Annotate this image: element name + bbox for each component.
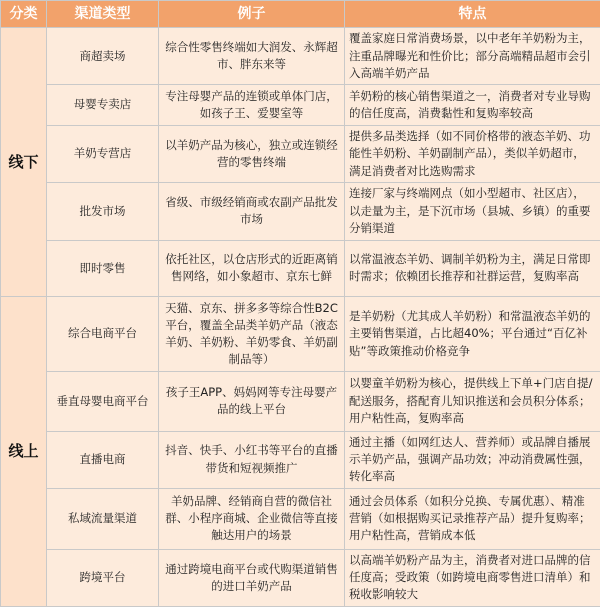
channel-feature: 提供多品类选择（如不同价格带的液态羊奶、功能性羊奶粉、羊奶副制产品），类似羊奶超市，满足消费者对比选购需求	[345, 125, 600, 182]
table-header-row	[1, 1, 600, 28]
channel-name: 私域流量渠道	[47, 488, 159, 549]
channel-feature: 羊奶粉的核心销售渠道之一，消费者对专业导购的信任度高，消费黏性和复购率较高	[345, 85, 600, 125]
header-feature: 特点	[345, 1, 600, 28]
channel-name: 垂直母婴电商平台	[47, 371, 159, 431]
table-row	[1, 297, 600, 372]
table-row	[1, 125, 600, 182]
table-row	[1, 431, 600, 488]
table-row	[1, 85, 600, 125]
channel-name: 直播电商	[47, 431, 159, 488]
channel-feature: 通过会员体系（如积分兑换、专属优惠）、精准营销（如根据购买记录推荐产品）提升复购率；用户粘性高，营销成本低	[345, 488, 600, 549]
table-row	[1, 549, 600, 606]
table-row	[1, 28, 600, 85]
channel-name: 母婴专卖店	[47, 85, 159, 125]
channel-feature: 连接厂家与终端网点（如小型超市、社区店），以走量为主，是下沉市场（县城、乡镇）的重要分销渠道	[345, 183, 600, 240]
channel-name: 综合电商平台	[47, 297, 159, 372]
category-offline: 线下	[1, 28, 47, 297]
channel-example: 专注母婴产品的连锁或单体门店，如孩子王、爱婴室等	[159, 85, 345, 125]
table-row	[1, 183, 600, 240]
header-example: 例子	[159, 1, 345, 28]
channel-name: 羊奶专营店	[47, 125, 159, 182]
header-channel-type: 渠道类型	[47, 1, 159, 28]
channel-feature: 覆盖家庭日常消费场景，以中老年羊奶粉为主，注重品牌曝光和性价比；部分高端精品超市会引入高端羊奶产品	[345, 28, 600, 85]
channel-feature: 以高端羊奶粉产品为主，消费者对进口品牌的信任度高；受政策（如跨境电商零售进口清单）和税收影响较大	[345, 549, 600, 606]
category-online: 线上	[1, 297, 47, 607]
channel-example: 天猫、京东、拼多多等综合性B2C平台，覆盖全品类羊奶产品（液态羊奶、羊奶粉、羊奶零食、羊奶副制品等）	[159, 297, 345, 372]
channel-name: 跨境平台	[47, 549, 159, 606]
channel-example: 通过跨境电商平台或代购渠道销售的进口羊奶产品	[159, 549, 345, 606]
header-category: 分类	[1, 1, 47, 28]
table-row	[1, 240, 600, 297]
channel-example: 省级、市级经销商或农副产品批发市场	[159, 183, 345, 240]
channel-example: 孩子王APP、妈妈网等专注母婴产品的线上平台	[159, 371, 345, 431]
channel-example: 依托社区，以仓店形式的近距离销售网络，如小象超市、京东七鲜	[159, 240, 345, 297]
channel-name: 即时零售	[47, 240, 159, 297]
channel-name: 商超卖场	[47, 28, 159, 85]
channel-feature: 以常温液态羊奶、调制羊奶粉为主，满足日常即时需求；依赖团长推荐和社群运营，复购率高	[345, 240, 600, 297]
channel-feature: 以婴童羊奶粉为核心，提供线上下单+门店自提/配送服务，搭配育儿知识推送和会员积分体系；用户粘性高，复购率高	[345, 371, 600, 431]
channel-example: 以羊奶产品为核心，独立或连锁经营的零售终端	[159, 125, 345, 182]
channel-feature: 通过主播（如网红达人、营养师）或品牌自播展示羊奶产品，强调产品功效；冲动消费属性强，转化率高	[345, 431, 600, 488]
table-row	[1, 371, 600, 431]
channel-feature: 是羊奶粉（尤其成人羊奶粉）和常温液态羊奶的主要销售渠道，占比超40%；平台通过“百亿补贴”等政策推动价格竞争	[345, 297, 600, 372]
channel-example: 抖音、快手、小红书等平台的直播带货和短视频推广	[159, 431, 345, 488]
channel-name: 批发市场	[47, 183, 159, 240]
channel-example: 综合性零售终端如大润发、永辉超市、胖东来等	[159, 28, 345, 85]
channel-example: 羊奶品牌、经销商自营的微信社群、小程序商城、企业微信等直接触达用户的场景	[159, 488, 345, 549]
table-row	[1, 488, 600, 549]
